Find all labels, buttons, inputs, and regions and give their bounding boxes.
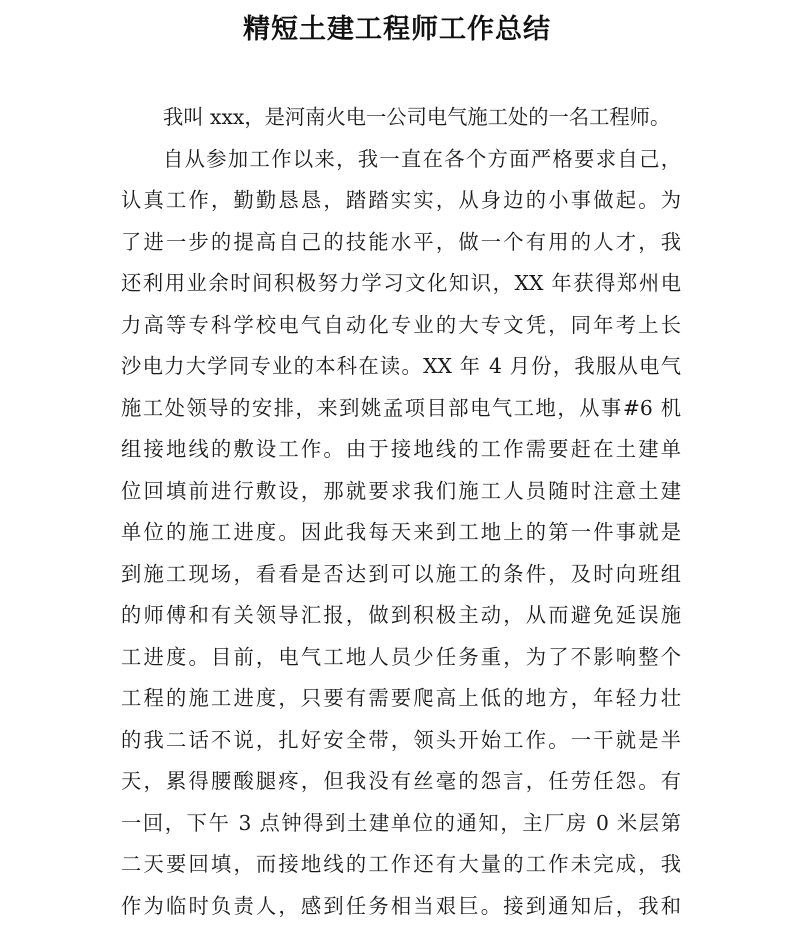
paragraph-line-11: 单位的施工进度。因此我每天来到工地上的第一件事就是	[121, 520, 681, 544]
paragraph-line-1: 我叫 xxx，是河南火电一公司电气施工处的一名工程师。	[163, 105, 671, 129]
paragraph-line-7: 沙电力大学同专业的本科在读。XX 年 4 月份，我服从电气	[121, 354, 681, 378]
paragraph-line-13: 的师傅和有关领导汇报，做到积极主动，从而避免延误施	[121, 603, 681, 627]
paragraph-line-5: 还利用业余时间积极努力学习文化知识，XX 年获得郑州电	[121, 271, 681, 295]
paragraph-line-8: 施工处领导的安排，来到姚孟项目部电气工地，从事#6 机	[121, 396, 681, 420]
paragraph-line-16: 的我二话不说，扎好安全带，领头开始工作。一干就是半	[121, 728, 681, 752]
paragraph-line-3: 认真工作，勤勤恳恳，踏踏实实，从身边的小事做起。为	[121, 188, 681, 212]
paragraph-line-6: 力高等专科学校电气自动化专业的大专文凭，同年考上长	[121, 313, 681, 337]
paragraph-line-12: 到施工现场，看看是否达到可以施工的条件，及时向班组	[121, 562, 681, 586]
paragraph-line-15: 工程的施工进度，只要有需要爬高上低的地方，年轻力壮	[121, 686, 681, 710]
paragraph-line-17: 天，累得腰酸腿疼，但我没有丝毫的怨言，任劳任怨。有	[121, 769, 681, 793]
paragraph-line-4: 了进一步的提高自己的技能水平，做一个有用的人才，我	[121, 230, 681, 254]
paragraph-line-19: 二天要回填，而接地线的工作还有大量的工作未完成，我	[121, 852, 681, 876]
paragraph-line-20: 作为临时负责人，感到任务相当艰巨。接到通知后，我和	[121, 894, 681, 918]
paragraph-line-14: 工进度。目前，电气工地人员少任务重，为了不影响整个	[121, 645, 681, 669]
paragraph-line-9: 组接地线的敷设工作。由于接地线的工作需要赶在土建单	[121, 437, 681, 461]
paragraph-line-10: 位回填前进行敷设，那就要求我们施工人员随时注意土建	[121, 479, 681, 503]
document-title: 精短土建工程师工作总结	[243, 14, 551, 45]
paragraph-line-2: 自从参加工作以来，我一直在各个方面严格要求自己，	[163, 147, 681, 171]
paragraph-line-18: 一回，下午 3 点钟得到土建单位的通知，主厂房 0 米层第	[121, 811, 681, 835]
